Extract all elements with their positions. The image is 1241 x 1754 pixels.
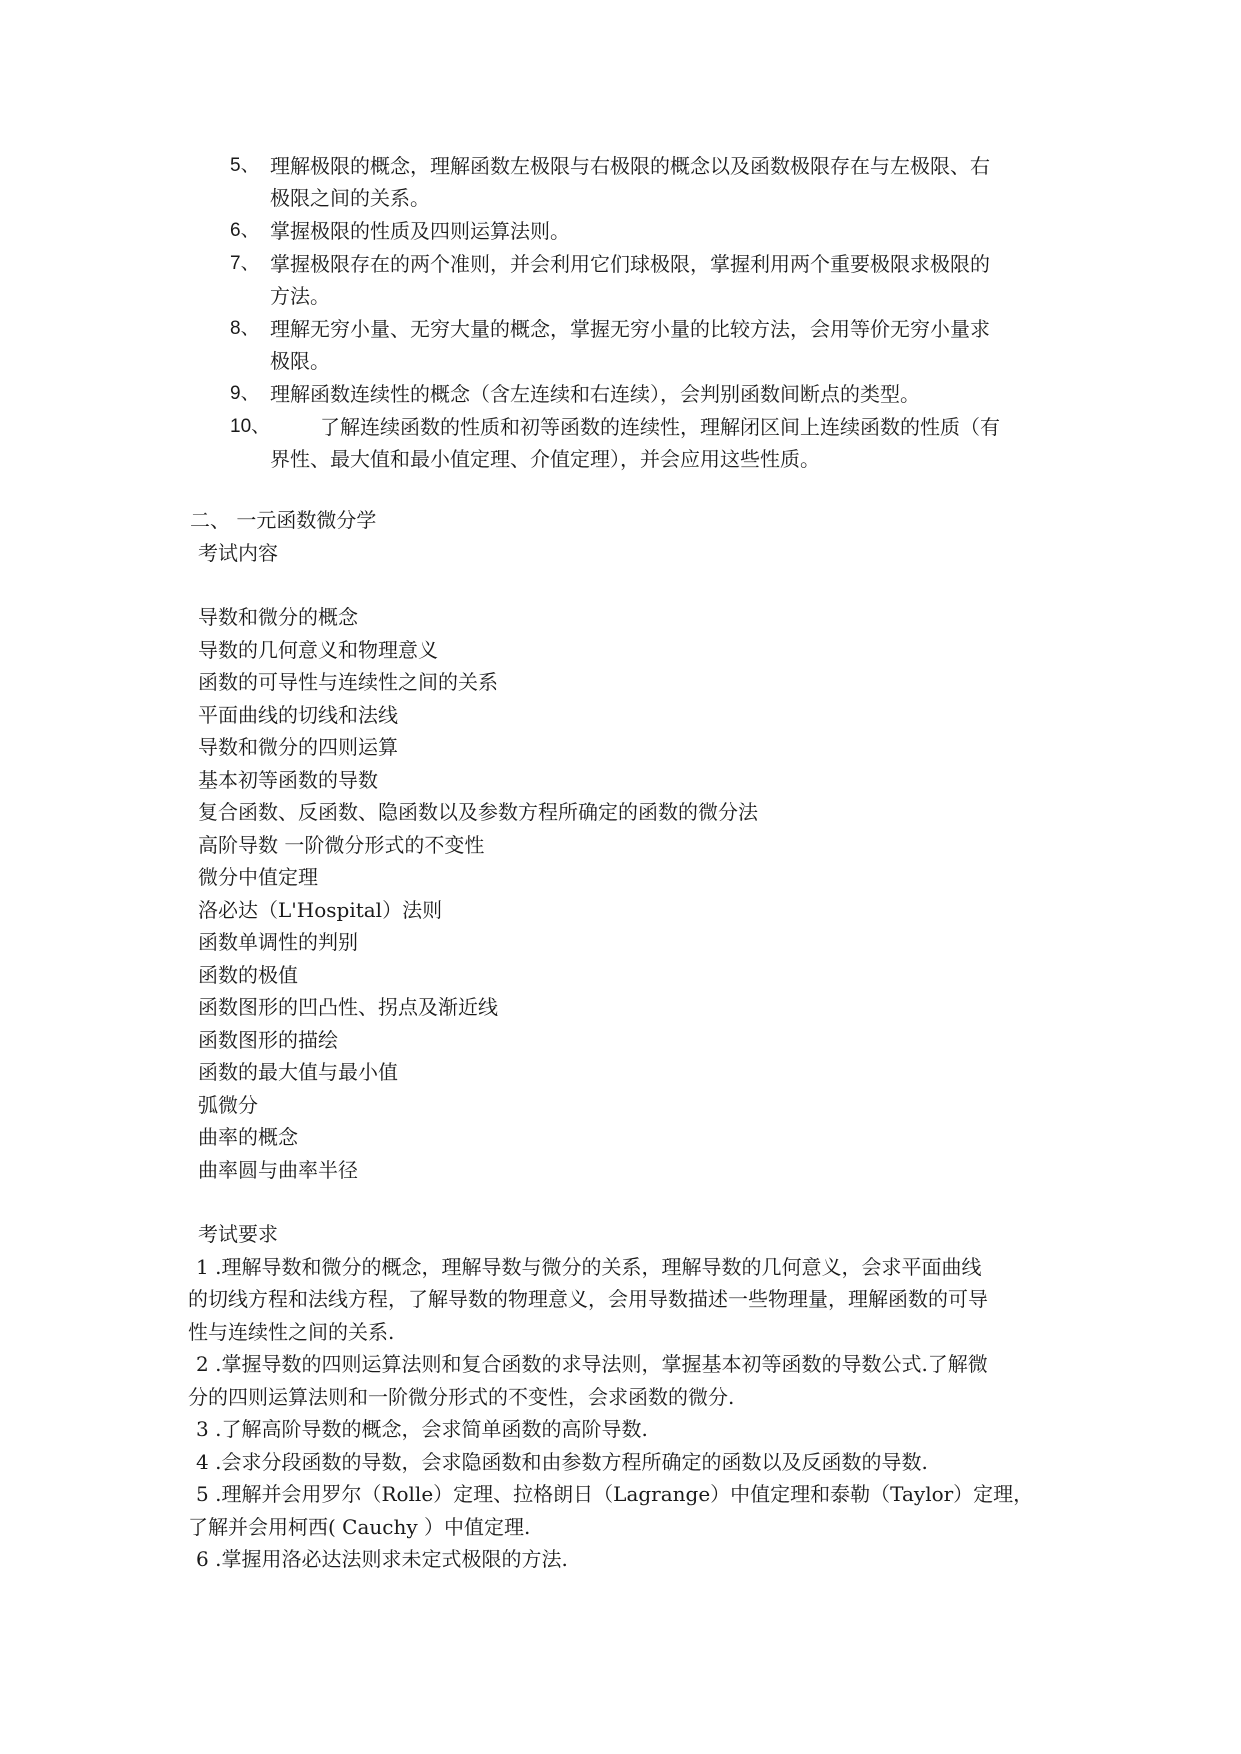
- content-item: 曲率圆与曲率半径: [198, 1158, 358, 1182]
- content-item: 导数和微分的概念: [198, 605, 358, 629]
- list-item-text: 掌握极限存在的两个准则，并会利用它们球极限，掌握利用两个重要极限求极限的: [270, 252, 990, 276]
- content-item: 函数图形的凹凸性、拐点及渐近线: [198, 995, 498, 1019]
- list-number: 8、: [230, 318, 260, 339]
- list-number: 5、: [230, 155, 260, 176]
- content-item: 基本初等函数的导数: [198, 768, 378, 792]
- list-number: 7、: [230, 253, 260, 274]
- content-item: 函数图形的描绘: [198, 1028, 338, 1052]
- list-item-text: 极限之间的关系。: [270, 186, 430, 210]
- content-item: 导数的几何意义和物理意义: [198, 638, 438, 662]
- list-item-text: 掌握极限的性质及四则运算法则。: [270, 219, 570, 243]
- requirement-line: 6 .掌握用洛必达法则求未定式极限的方法.: [196, 1547, 568, 1571]
- section-heading: 二、 一元函数微分学: [190, 508, 377, 532]
- content-item: 复合函数、反函数、隐函数以及参数方程所确定的函数的微分法: [198, 800, 758, 824]
- requirement-line: 2 .掌握导数的四则运算法则和复合函数的求导法则，掌握基本初等函数的导数公式.了解微: [196, 1352, 988, 1376]
- list-item-text: 极限。: [270, 349, 330, 373]
- list-number: 6、: [230, 220, 260, 241]
- content-item: 平面曲线的切线和法线: [198, 703, 398, 727]
- requirement-line: 4 .会求分段函数的导数，会求隐函数和由参数方程所确定的函数以及反函数的导数.: [196, 1450, 928, 1474]
- content-item: 函数的极值: [198, 963, 298, 987]
- list-item-text: 了解连续函数的性质和初等函数的连续性，理解闭区间上连续函数的性质（有: [320, 415, 1000, 439]
- content-item: 高阶导数 一阶微分形式的不变性: [198, 833, 485, 857]
- content-item: 导数和微分的四则运算: [198, 735, 398, 759]
- list-item-text: 理解无穷小量、无穷大量的概念，掌握无穷小量的比较方法，会用等价无穷小量求: [270, 317, 990, 341]
- list-number: 9、: [230, 383, 260, 404]
- requirements-heading: 考试要求: [198, 1222, 278, 1246]
- content-item: 函数的可导性与连续性之间的关系: [198, 670, 498, 694]
- requirement-line: 性与连续性之间的关系.: [188, 1320, 395, 1344]
- list-number: 10、: [230, 416, 271, 437]
- list-item-text: 界性、最大值和最小值定理、介值定理），并会应用这些性质。: [270, 447, 820, 471]
- content-item: 曲率的概念: [198, 1125, 298, 1149]
- list-item-text: 理解函数连续性的概念（含左连续和右连续），会判别函数间断点的类型。: [270, 382, 920, 406]
- requirement-line: 1 .理解导数和微分的概念，理解导数与微分的关系，理解导数的几何意义，会求平面曲线: [196, 1255, 982, 1279]
- requirement-line: 5 .理解并会用罗尔（Rolle）定理、拉格朗日（Lagrange）中值定理和泰勒（Taylor）定理，: [196, 1482, 1034, 1506]
- content-item: 函数单调性的判别: [198, 930, 358, 954]
- requirement-line: 了解并会用柯西( Cauchy ）中值定理.: [188, 1515, 531, 1539]
- content-item: 弧微分: [198, 1093, 258, 1117]
- list-item-text: 方法。: [270, 284, 330, 308]
- requirement-line: 3 .了解高阶导数的概念，会求简单函数的高阶导数.: [196, 1417, 648, 1441]
- content-heading: 考试内容: [198, 541, 278, 565]
- content-item: 微分中值定理: [198, 865, 318, 889]
- requirement-line: 的切线方程和法线方程，了解导数的物理意义，会用导数描述一些物理量，理解函数的可导: [188, 1287, 988, 1311]
- requirement-line: 分的四则运算法则和一阶微分形式的不变性，会求函数的微分.: [188, 1385, 735, 1409]
- content-item: 函数的最大值与最小值: [198, 1060, 398, 1084]
- list-item-text: 理解极限的概念，理解函数左极限与右极限的概念以及函数极限存在与左极限、右: [270, 154, 990, 178]
- content-item: 洛必达（L'Hospital）法则: [198, 898, 443, 922]
